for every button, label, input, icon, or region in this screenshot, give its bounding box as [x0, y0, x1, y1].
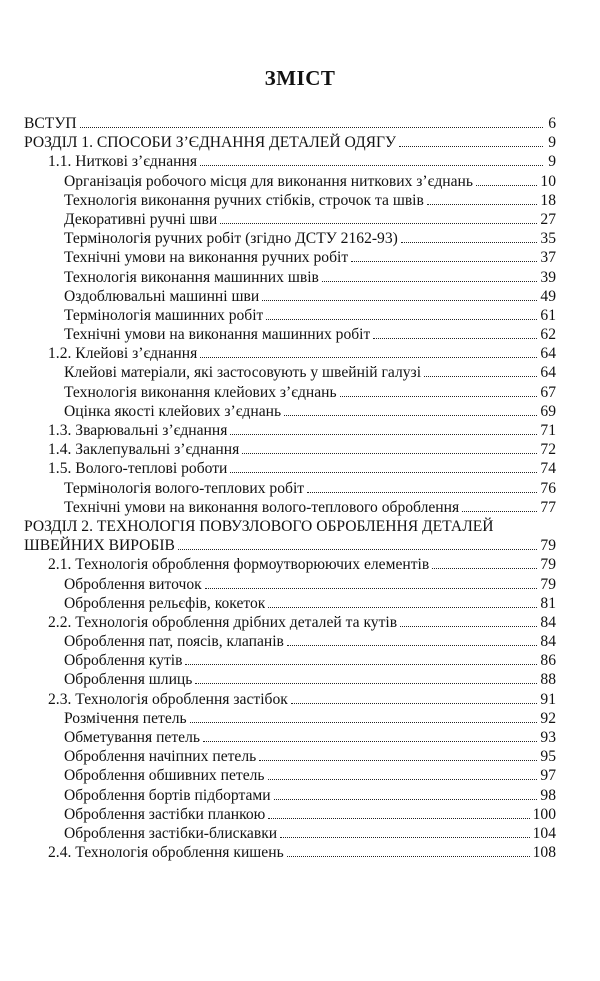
toc-entry-page: 79: [540, 575, 556, 593]
toc-entry-page: 98: [540, 786, 556, 804]
dot-leader: [476, 185, 537, 186]
toc-entry-title: Оздоблювальні машинні шви: [64, 287, 260, 305]
toc-entry[interactable]: [24, 114, 556, 133]
toc-entry-title: Технологія виконання клейових з’єднань: [64, 383, 337, 401]
toc-entry-page: 37: [540, 249, 556, 267]
dot-leader: [242, 453, 537, 454]
toc-entry-page: 84: [540, 633, 556, 651]
toc-entry[interactable]: [24, 479, 556, 498]
toc-entry[interactable]: [24, 191, 556, 210]
toc-entry[interactable]: [24, 172, 556, 191]
toc-entry-title: Оброблення обшивних петель: [64, 767, 265, 785]
toc-entry-page: 88: [540, 671, 556, 689]
toc-entry-title: Оброблення виточок: [64, 575, 202, 593]
toc-entry[interactable]: [24, 344, 556, 363]
toc-entry-page: 84: [540, 613, 556, 631]
toc-entry-page: 97: [540, 767, 556, 785]
toc-entry-page: 64: [540, 345, 556, 363]
toc-entry-page: 93: [540, 729, 556, 746]
toc-entry[interactable]: [24, 709, 556, 728]
dot-leader: [200, 357, 537, 358]
toc-entry-title: Розмічення петель: [64, 709, 187, 727]
toc-entry-title: Оброблення рельєфів, кокеток: [64, 594, 266, 612]
toc-entry-page: 72: [540, 441, 556, 459]
dot-leader: [274, 799, 538, 800]
toc-entry[interactable]: [24, 575, 556, 594]
toc-entry-title: Термінологія машинних робіт: [64, 306, 264, 324]
dot-leader: [268, 607, 537, 608]
toc-entry-page: 64: [540, 364, 556, 382]
toc-entry[interactable]: [24, 805, 556, 824]
toc-entry[interactable]: [24, 268, 556, 287]
toc-entry-page: 92: [540, 709, 556, 727]
toc-entry-title: Оброблення начіпних петель: [64, 748, 257, 766]
toc-entry[interactable]: [24, 843, 556, 862]
toc-entry-page: 77: [540, 498, 556, 516]
toc-entry[interactable]: [24, 651, 556, 670]
toc-entry-page: 81: [540, 594, 556, 612]
toc-entry-title: Оброблення пат, поясів, клапанів: [64, 633, 284, 651]
toc-entry[interactable]: [24, 517, 556, 536]
toc-entry-page: 49: [540, 287, 556, 305]
toc-entry-page: 95: [540, 748, 556, 766]
toc-entry[interactable]: [24, 152, 556, 171]
toc-entry[interactable]: [24, 766, 556, 785]
toc-entry[interactable]: [24, 613, 556, 632]
toc-entry[interactable]: [24, 287, 556, 306]
dot-leader: [262, 300, 537, 301]
toc-entry-title: Технологія виконання машинних швів: [64, 268, 319, 286]
dot-leader: [401, 242, 538, 243]
toc-entry-page: 100: [532, 805, 556, 823]
dot-leader: [462, 511, 537, 512]
dot-leader: [259, 760, 537, 761]
toc-entry-page: 69: [540, 402, 556, 420]
dot-leader: [373, 338, 537, 339]
toc-entry-title: 2.2. Технологія оброблення дрібних деталей та кутів: [48, 613, 398, 631]
toc-entry[interactable]: [24, 786, 556, 805]
toc-entry-title: Технічні умови на виконання волого-теплового оброблення: [64, 498, 460, 516]
toc-entry[interactable]: [24, 459, 556, 478]
toc-entry-page: 6: [548, 115, 556, 132]
toc-entry-title: Технічні умови на виконання машинних робіт: [64, 326, 371, 344]
toc-entry-title: 1.3. Зварювальні з’єднання: [48, 422, 228, 439]
toc-entry-page: 62: [540, 326, 556, 344]
dot-leader: [230, 472, 537, 473]
toc-entry-title: ШВЕЙНИХ ВИРОБІВ: [24, 537, 175, 555]
toc-entry-page: 79: [540, 537, 556, 555]
toc-entry-title: 2.4. Технологія оброблення кишень: [48, 844, 284, 862]
table-of-contents: [24, 114, 556, 862]
toc-entry-title: Оброблення застібки-блискавки: [64, 824, 278, 842]
dot-leader: [230, 434, 537, 435]
toc-entry[interactable]: [24, 498, 556, 517]
toc-entry[interactable]: [24, 421, 556, 440]
toc-entry-page: 39: [540, 268, 556, 286]
toc-entry-title: РОЗДІЛ 1. СПОСОБИ З’ЄДНАННЯ ДЕТАЛЕЙ ОДЯГУ: [24, 134, 397, 152]
toc-entry-page: 9: [548, 134, 556, 152]
toc-entry[interactable]: [24, 536, 556, 555]
toc-entry-title: Технологія виконання ручних стібків, строчок та швів: [64, 191, 424, 209]
toc-entry[interactable]: [24, 824, 556, 843]
toc-entry-title: Обметування петель: [64, 729, 200, 746]
dot-leader: [322, 281, 538, 282]
toc-entry[interactable]: [24, 632, 556, 651]
dot-leader: [427, 204, 538, 205]
toc-entry-title: Оброблення шлиць: [64, 671, 193, 689]
toc-entry-title: Оброблення кутів: [64, 652, 183, 670]
dot-leader: [178, 549, 537, 550]
toc-entry-page: 35: [540, 230, 556, 248]
dot-leader: [284, 415, 537, 416]
toc-entry-page: 71: [540, 422, 556, 439]
dot-leader: [80, 127, 543, 128]
dot-leader: [400, 626, 537, 627]
toc-entry-title: Оброблення бортів підбортами: [64, 786, 271, 804]
dot-leader: [200, 165, 543, 166]
dot-leader: [220, 223, 537, 224]
toc-entry-page: 86: [540, 652, 556, 670]
toc-entry-title: Оцінка якості клейових з’єднань: [64, 402, 282, 420]
toc-entry-title: Термінологія волого-теплових робіт: [64, 479, 305, 497]
toc-entry-page: 76: [540, 479, 556, 497]
toc-entry[interactable]: [24, 670, 556, 689]
toc-entry[interactable]: [24, 363, 556, 382]
dot-leader: [432, 568, 537, 569]
dot-leader: [291, 703, 538, 704]
toc-entry-page: 18: [540, 191, 556, 209]
dot-leader: [307, 492, 537, 493]
toc-entry-title: Організація робочого місця для виконання ниткових з’єднань: [64, 172, 473, 190]
toc-entry-page: 74: [540, 460, 556, 478]
dot-leader: [268, 818, 529, 819]
toc-entry[interactable]: [24, 555, 556, 574]
dot-leader: [351, 261, 537, 262]
toc-entry[interactable]: [24, 248, 556, 267]
dot-leader: [203, 741, 537, 742]
toc-entry[interactable]: [24, 133, 556, 152]
toc-entry-page: 61: [540, 306, 556, 324]
toc-entry[interactable]: [24, 306, 556, 325]
toc-entry-title: ВСТУП: [24, 115, 77, 132]
toc-entry-title: 1.4. Заклепувальні з’єднання: [48, 441, 240, 459]
dot-leader: [268, 779, 538, 780]
toc-entry[interactable]: [24, 747, 556, 766]
toc-entry[interactable]: [24, 229, 556, 248]
toc-entry-title: Оброблення застібки планкою: [64, 805, 266, 823]
page-title: ЗМІСТ: [264, 66, 336, 90]
dot-leader: [280, 837, 529, 838]
dot-leader: [340, 396, 538, 397]
toc-entry[interactable]: [24, 402, 556, 421]
toc-entry-title: 1.1. Ниткові з’єднання: [48, 153, 197, 171]
toc-entry-title: 1.2. Клейові з’єднання: [48, 345, 198, 363]
dot-leader: [287, 645, 537, 646]
dot-leader: [185, 664, 537, 665]
dot-leader: [266, 319, 537, 320]
dot-leader: [424, 376, 537, 377]
toc-entry-page: 67: [540, 383, 556, 401]
toc-entry-title: Технічні умови на виконання ручних робіт: [64, 249, 349, 267]
toc-entry-page: 91: [540, 690, 556, 708]
toc-entry[interactable]: [24, 728, 556, 747]
toc-entry-title: 2.3. Технологія оброблення застібок: [48, 690, 288, 708]
toc-entry[interactable]: [24, 325, 556, 344]
toc-entry[interactable]: [24, 594, 556, 613]
toc-entry-title: Термінологія ручних робіт (згідно ДСТУ 2162-93): [64, 230, 398, 248]
toc-entry[interactable]: [24, 690, 556, 709]
dot-leader: [195, 683, 537, 684]
dot-leader: [399, 146, 543, 147]
dot-leader: [287, 856, 530, 857]
toc-entry-title: 2.1. Технологія оброблення формоутворюючих елементів: [48, 556, 430, 574]
toc-entry-title: РОЗДІЛ 2. ТЕХНОЛОГІЯ ПОВУЗЛОВОГО ОБРОБЛЕННЯ ДЕТАЛЕЙ: [24, 517, 494, 535]
toc-entry-page: 9: [548, 153, 556, 171]
toc-entry-title: Декоративні ручні шви: [64, 210, 218, 228]
toc-entry-page: 104: [532, 824, 556, 842]
toc-entry[interactable]: [24, 383, 556, 402]
toc-entry-page: 10: [540, 172, 556, 190]
toc-entry[interactable]: [24, 440, 556, 459]
dot-leader: [190, 722, 538, 723]
toc-entry-title: Клейові матеріали, які застосовують у швейній галузі: [64, 364, 422, 382]
toc-entry-title: 1.5. Волого-теплові роботи: [48, 460, 228, 478]
toc-entry-page: 108: [532, 844, 556, 862]
toc-entry-page: 79: [540, 556, 556, 574]
dot-leader: [205, 588, 538, 589]
toc-entry-page: 27: [540, 210, 556, 228]
toc-entry[interactable]: [24, 210, 556, 229]
